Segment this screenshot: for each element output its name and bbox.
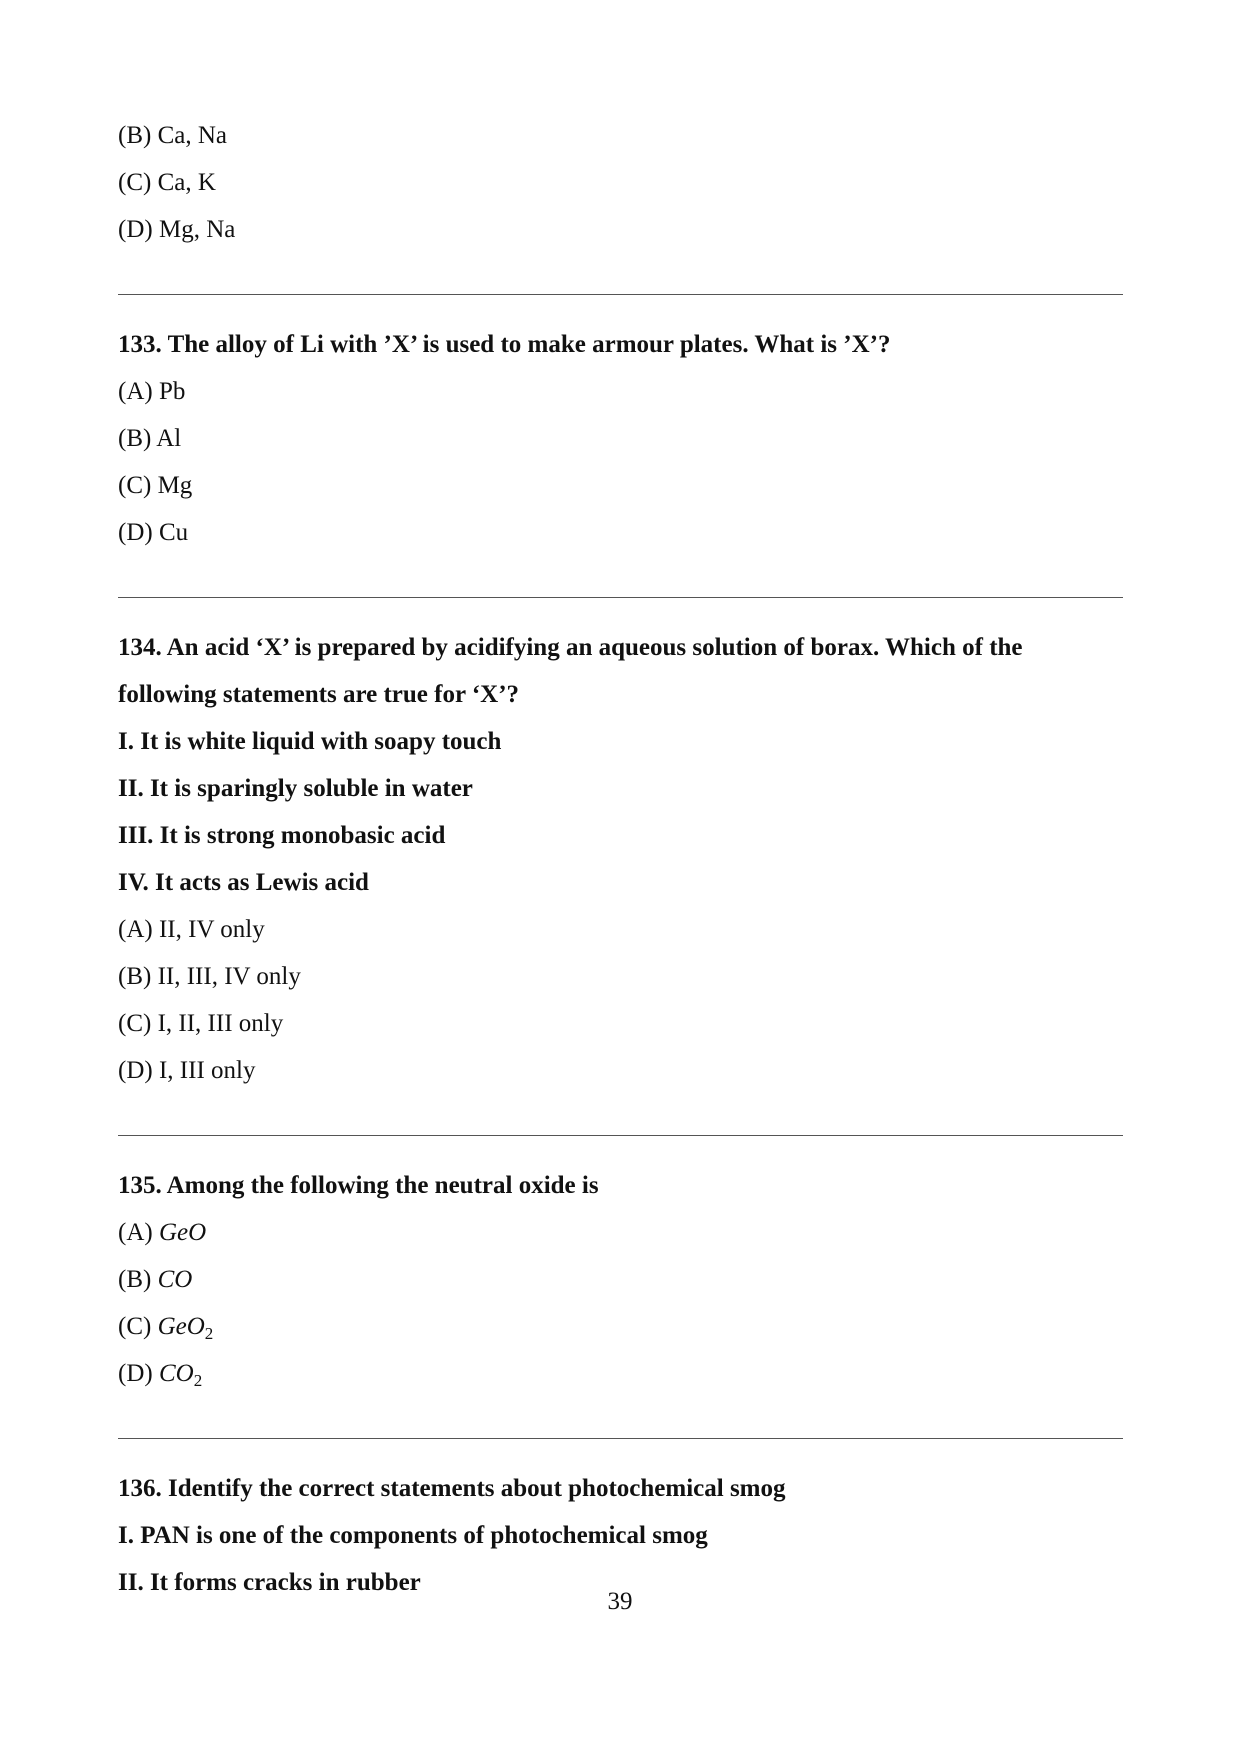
question-134 xyxy=(118,624,1123,1094)
chemical-formula: GeO xyxy=(158,1219,207,1246)
option-c: (C) I, II, III only xyxy=(118,1010,284,1037)
question-text: 135. Among the following the neutral oxide is xyxy=(118,1172,599,1199)
option-c: (C) GeO$_2$ xyxy=(118,1313,214,1343)
prev-question-options xyxy=(118,112,1123,253)
question-text: 136. Identify the correct statements about photochemical smog xyxy=(118,1475,786,1502)
option-b: (B) CO xyxy=(118,1266,193,1293)
option-d: (D) I, III only xyxy=(118,1057,256,1084)
statement-3: III. It is strong monobasic acid xyxy=(118,822,446,849)
statement-2: II. It is sparingly soluble in water xyxy=(118,775,473,802)
chemical-formula: GeO$_2$ xyxy=(157,1313,214,1343)
option-b: (B) Al xyxy=(118,425,182,452)
statement-1: I. It is white liquid with soapy touch xyxy=(118,728,502,755)
option-c: (C) Mg xyxy=(118,472,193,499)
chemical-formula: $CO_2$ xyxy=(158,1360,203,1390)
option-a: (A) Pb xyxy=(118,378,186,405)
question-136 xyxy=(118,1465,1123,1606)
option-a: (A) II, IV only xyxy=(118,916,265,943)
question-135 xyxy=(118,1162,1123,1397)
question-text: 134. An acid ‘X’ is prepared by acidifying an aqueous solution of borax. Which of the xyxy=(118,634,1023,661)
question-text: 133. The alloy of Li with ’X’ is used to make armour plates. What is ’X’? xyxy=(118,331,891,358)
statement-2: II. It forms cracks in rubber xyxy=(118,1569,421,1596)
option-d: (D) Cu xyxy=(118,519,189,546)
chemical-formula: CO xyxy=(157,1266,193,1293)
statement-1: I. PAN is one of the components of photochemical smog xyxy=(118,1522,708,1549)
option-d: (D) Mg, Na xyxy=(118,216,236,243)
option-b: (B) II, III, IV only xyxy=(118,963,301,990)
option-c: (C) Ca, K xyxy=(118,169,216,196)
page-number: 39 xyxy=(607,1588,633,1615)
option-d: (D) $CO_2$ xyxy=(118,1360,203,1390)
question-text-continued: following statements are true for ‘X’? xyxy=(118,681,520,708)
option-a: (A) GeO xyxy=(118,1219,207,1246)
statement-4: IV. It acts as Lewis acid xyxy=(118,869,369,896)
option-b: (B) Ca, Na xyxy=(118,122,227,149)
page-content xyxy=(118,112,1123,1606)
question-133 xyxy=(118,321,1123,556)
